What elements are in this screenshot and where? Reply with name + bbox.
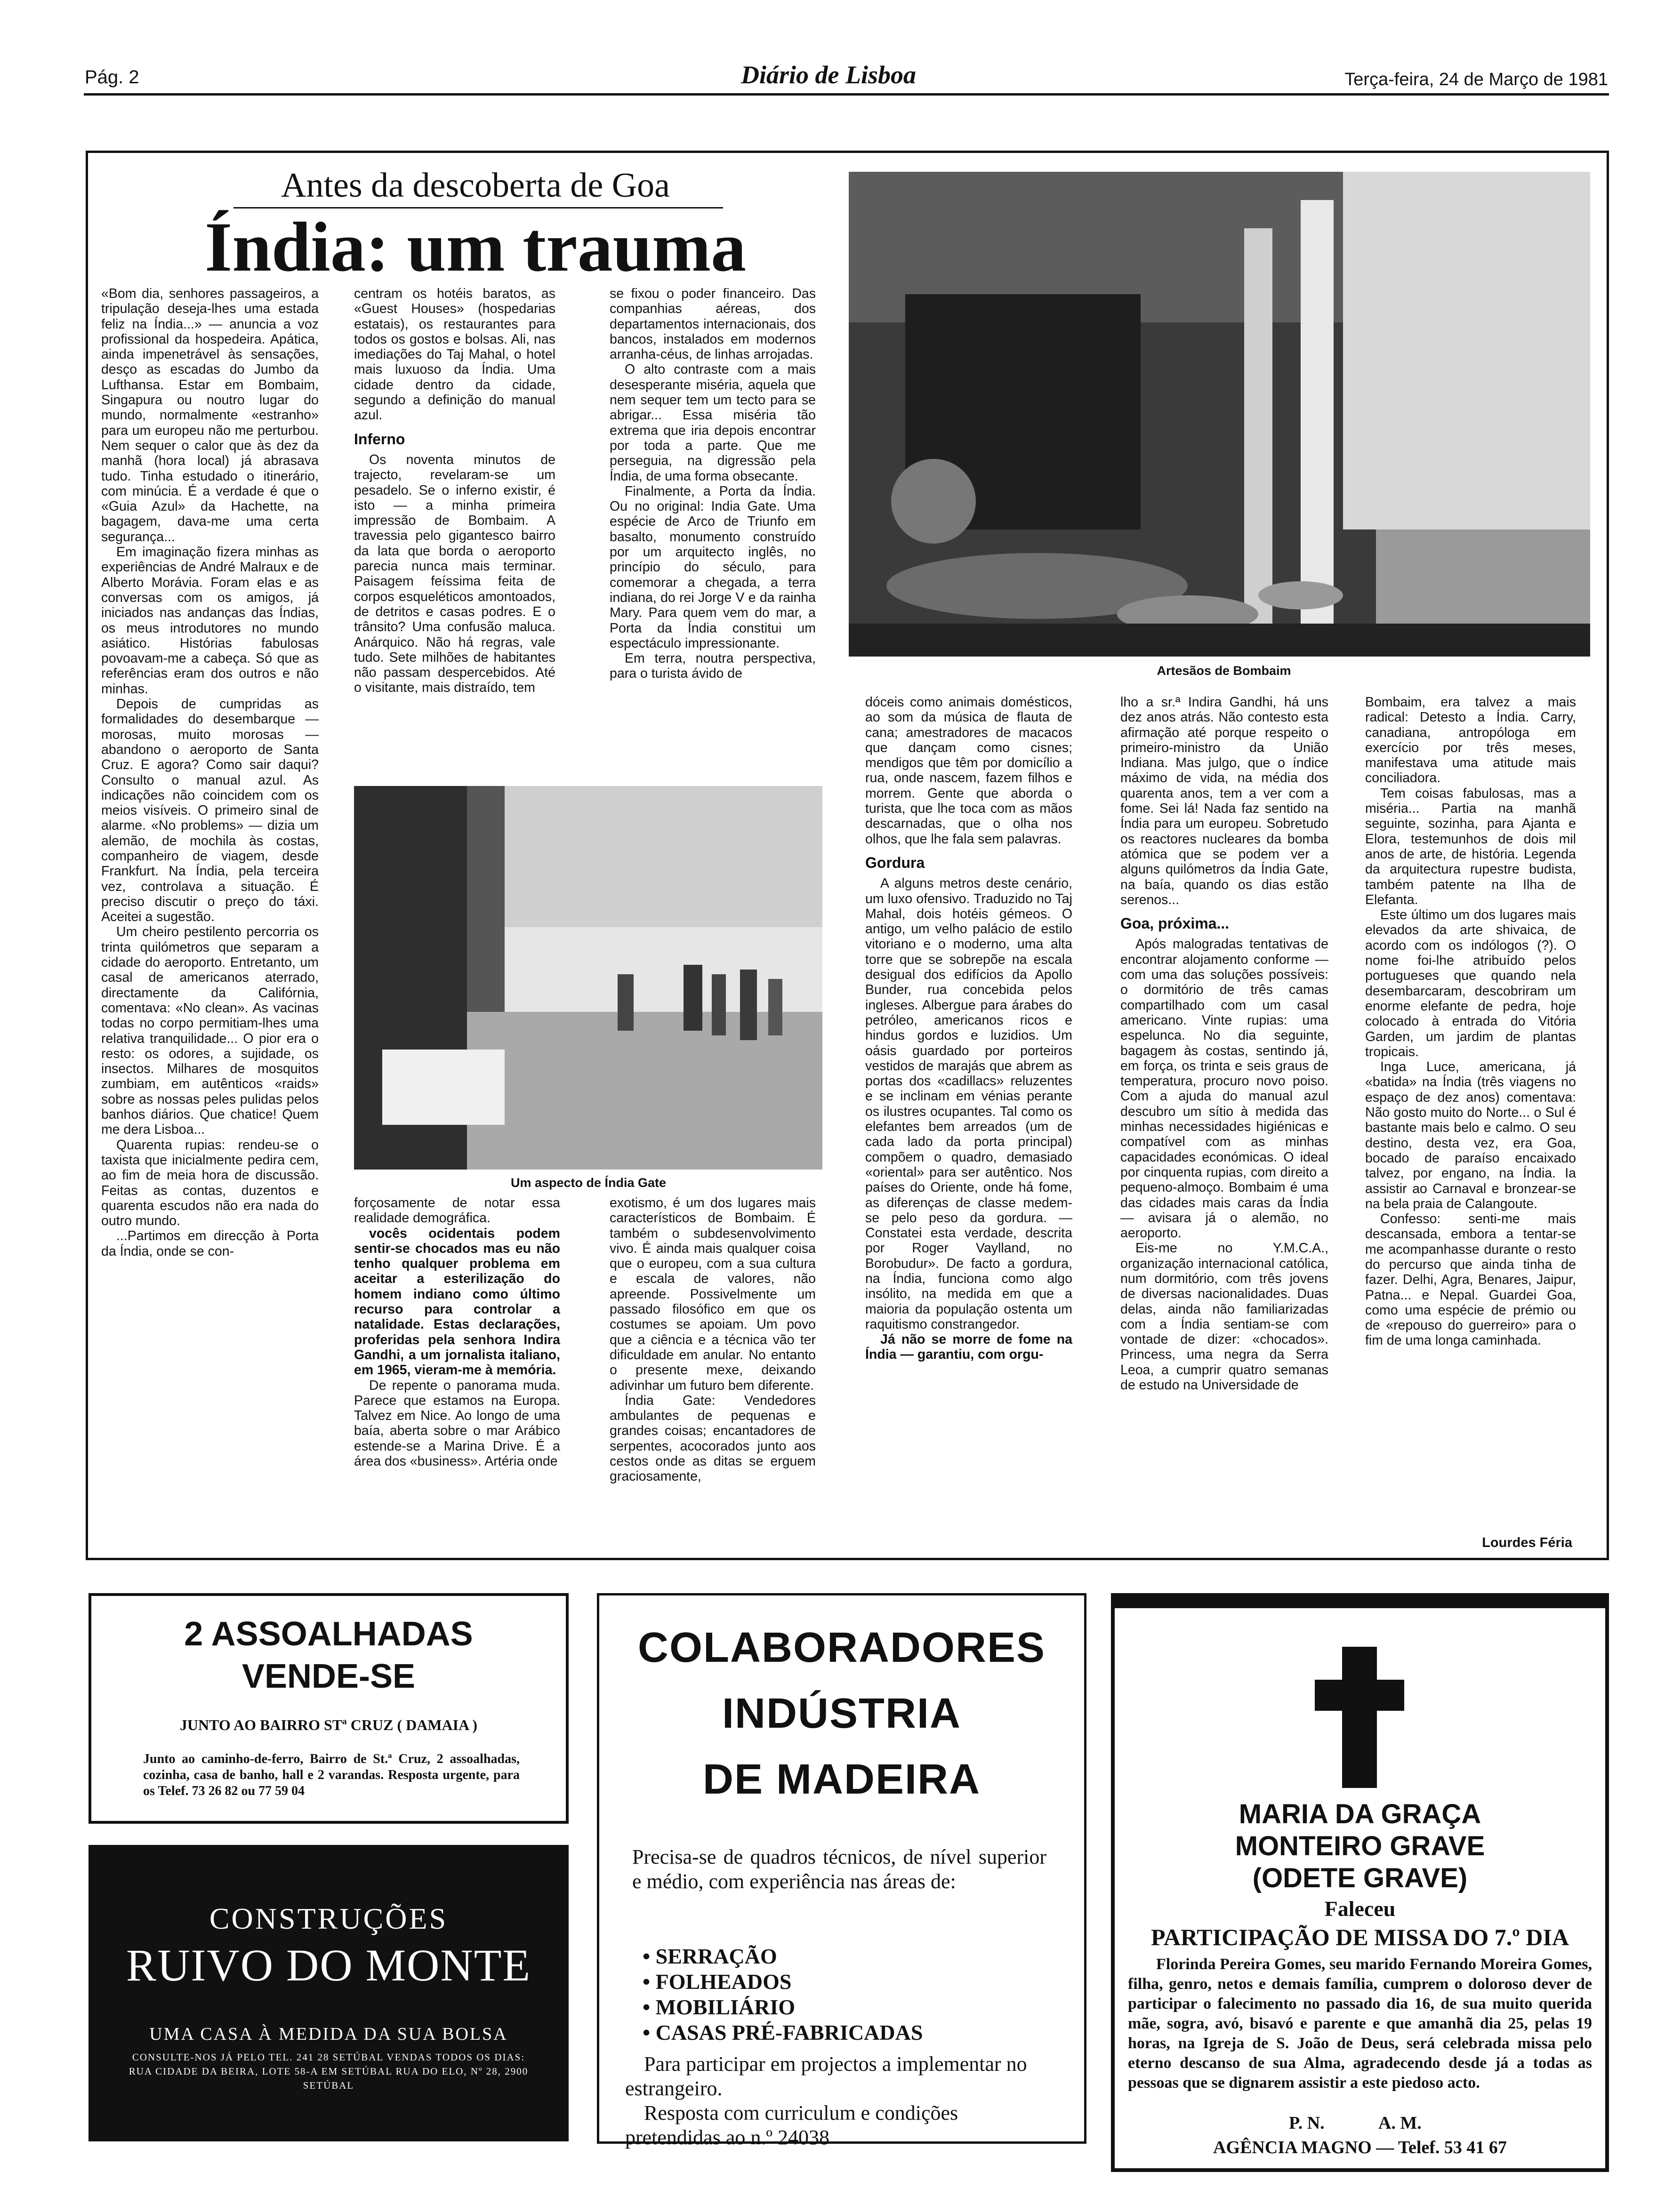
ad-construcoes [88,1845,569,2141]
obituary-nickname: (ODETE GRAVE) [1252,1863,1468,1893]
ad-construcoes-title: CONSTRUÇÕES [209,1902,448,1935]
obituary-surname: MONTEIRO GRAVE [1235,1831,1485,1861]
article-paragraph: «Bom dia, senhores passageiros, a tripulação deseja-lhes uma estada feliz na Índia...» — anuncia a voz profissional da hospedeira. Apática, ainda impenetrável às sensações, desço as escadas do Jumbo da Lufthansa. Estar em Bombaim, Singapura ou noutro lugar do mundo, normalmente «estranho» para um europeu não me perturbou. Nem sequer o calor que às dez da manhã (hora local) já abrasava tudo. Tinha estudado o itinerário, com minúcia. É a verdade é que o «Guia Azul» da Hachette, na bagagem, dava-me uma certa segurança... [101,286,319,545]
cross-icon [1315,1647,1404,1788]
ad-colaboradores-intro: Precisa-se de quadros técnicos, de nível superior e médio, com experiência nas áreas de: [632,1845,1046,1893]
ad-colaboradores-item: • FOLHEADOS [643,1970,792,1994]
article-paragraph: Quarenta rupias: rendeu-se o taxista que inicialmente pedira cem, ao fim de meia hora de discussão. Feitas as contas, duzentos e quarenta escudos não era nada do outro mundo. [101,1137,319,1229]
ad-colaboradores-projects: Para participar em projectos a implementar no estrangeiro. [625,2052,1027,2100]
article-paragraph: dóceis como animais domésticos, ao som da música de flauta de cana; amestradores de macacos que dançam como cisnes; mendigos que têm por domicílio a rua, onde nascem, fazem filhos e morrem. Gente que aborda o turista, que lhe toca com as mãos descarnadas, que o olha nos olhos, que lhe fala sem palavras. [865,695,1072,847]
article-paragraph: Índia Gate: Vendedores ambulantes de pequenas e grandes coisas; encantadores de serpentes, acocorados junto aos cestos onde as ditas se erguem graciosamente, [610,1393,816,1484]
article-paragraph: O alto contraste com a mais desesperante miséria, aquela que nem sequer tem um tecto para se abrigar... Essa miséria tão extrema que iria depois encontrar por toda a parte. Que me perseguia, na digressão pela Índia, de uma forma obsecante. [610,362,816,484]
article-paragraph: se fixou o poder financeiro. Das companhias aéreas, dos departamentos internacionais, dos bancos, instalados em modernos arranha-céus, de linhas arrojadas. [610,286,816,362]
ad-assoalhadas-subtitle: VENDE-SE [241,1658,416,1695]
article-paragraph: Já não se morre de fome na Índia — garantiu, com orgu- [865,1332,1072,1362]
ad-assoalhadas [88,1593,569,1824]
ad-colaboradores [597,1593,1086,2149]
article-paragraph: Finalmente, a Porta da Índia. Ou no original: India Gate. Uma espécie de Arco de Triunfo em basalto, monumento construído por um arquitecto inglês, no princípio do século, para comemorar a chegada, a terra indiana, do rei Jorge V e da rainha Mary. Para quem vem do mar, a Porta da Índia constitui um espectáculo impressionante. [610,483,816,651]
article-column-5 [1120,695,1328,1393]
masthead: Diário de Lisboa [741,61,916,89]
article-paragraph: ...Partimos em direcção à Porta da Índia, onde se con- [101,1228,319,1259]
ad-colaboradores-wood: DE MADEIRA [702,1756,981,1803]
article-column-2-bottom [354,1195,560,1469]
obituary-body: Florinda Pereira Gomes, seu marido Fernando Moreira Gomes, filha, genro, netos e demais família, cumprem o doloroso dever de participar o falecimento no passado dia 16, de sua muito querida mãe, sogra, avó, bisavó e parente e que amanhã dia 25, pelas 19 horas, na Igreja de S. João de Deus, será celebrada missa pelo eterno descanso de sua Alma, agradecendo desde já a todas as pessoas que se dignarem assistir a este piedoso acto. [1128,1956,1592,2092]
article-paragraph: Bombaim, era talvez a mais radical: Detesto a Índia. Carry, canadiana, antropóloga em exercício por três meses, manifestava uma atitude mais conciliadora. [1365,695,1576,786]
article-author: Lourdes Féria [1482,1535,1572,1550]
ad-colaboradores-industry: INDÚSTRIA [722,1690,961,1737]
article-paragraph: Em terra, noutra perspectiva, para o turista ávido de [610,651,816,681]
article-column-3-bottom [610,1195,816,1484]
ad-construcoes-slogan: UMA CASA À MEDIDA DA SUA BOLSA [149,2024,508,2044]
article-paragraph: Confesso: senti-me mais descansada, embora a tentar-se me acompanhasse durante o resto do percurso que ainda tinha de fazer. Delhi, Agra, Benares, Jaipur, Patna... e Nepal. Guardei Goa, como uma espécie de prémio ou de «repouso do guerreiro» para o fim de uma longa caminhada. [1365,1211,1576,1348]
article-paragraph: vocês ocidentais podem sentir-se chocados mas eu não tenho qualquer problema em aceitar a esterilização do homem indiano como último recurso para controlar a natalidade. Estas declarações, proferidas pela senhora Indira Gandhi, a um jornalista italiano, em 1965, vieram-me à memória. [354,1226,560,1378]
article-column-1 [101,286,319,1259]
ad-colaboradores-reply: Resposta com curriculum e condições pretendidas ao n.º 24038 [625,2101,958,2149]
ad-colaboradores-title: COLABORADORES [637,1624,1046,1671]
ad-colaboradores-item: • CASAS PRÉ-FABRICADAS [643,2020,923,2044]
article-paragraph: Este último um dos lugares mais elevados da arte shivaica, de acordo com os indólogos (?). O nome foi-lhe atribuído pelos portugueses que quando nela desembarcaram, descobriram um enorme elefante de pedra, hoje colocado à entrada do Vitória Garden, um jardim de plantas tropicais. [1365,907,1576,1059]
article-column-3-top [610,286,816,681]
ad-assoalhadas-location: JUNTO AO BAIRRO STª CRUZ ( DAMAIA ) [179,1716,478,1733]
article-paragraph: Inga Luce, americana, já «batida» na Índia (três viagens no espaço de dez anos) comentava: Não gosto muito do Norte... o Sul é bastante mais belo e calmo. O seu destino, desta vez, era Goa, bocado de paraíso encaixado talvez, por engano, na Índia. Ia assistir ao Carnaval e bronzear-se na bela praia de Calangoute. [1365,1059,1576,1211]
ad-assoalhadas-title: 2 ASSOALHADAS [184,1615,473,1653]
article-paragraph: Um cheiro pestilento percorria os trinta quilómetros que separam a cidade do aeroporto. Entretanto, um casal de americanos aterrado, directamente da Califórnia, comentava: «No clean». As vacinas todas no corpo permitiam-lhes uma relativa tranquilidade... O pior era o resto: os odores, a sujidade, os insectos. Milhares de mosquitos zumbiam, em autênticos «raids» sobre as nossas peles pulidas pelos banhos diários. Que chatice! Quem me dera Lisboa... [101,924,319,1138]
article-paragraph: A alguns metros deste cenário, um luxo ofensivo. Traduzido no Taj Mahal, dois hotéis gémeos. O antigo, um velho palácio de estilo vitoriano e o moderno, uma alta torre que se sobrepõe na escala desigual dos edifícios da Apollo Bunder, rua concebida pelos ingleses. Albergue para árabes do petróleo, americanos ricos e hindus gordos e luzidios. Um oásis guardado por porteiros vestidos de marajás que abrem as portas dos «cadillacs» reluzentes e se inclinam em vénias perante os ilustres ocupantes. Tal como os elefantes bem arreados (um de cada lado da porta principal) compõem o quadro, demasiado «oriental» para ser autêntico. Nos países do Oriente, onde há fome, as diferenças de classe medem-se pelo peso da gordura. — Constatei esta verdade, descrita por Roger Vaylland, no Borobudur». De facto a gordura, na Índia, funciona como algo insólito, na medida em que a maioria da população ostenta um raquitismo constrangedor. [865,876,1072,1332]
section-heading-goa: Goa, próxima... [1120,915,1230,932]
india-gate-photo [354,786,822,1170]
article-column-6 [1365,695,1576,1348]
article-kicker: Antes da descoberta de Goa [281,166,670,205]
article-paragraph: Depois de cumpridas as formalidades do desembarque — morosas, muito morosas — abandono o aeroporto de Santa Cruz. E agora? Como sair daqui? Consulto o manual azul. As indicações não coincidem com os meios visíveis. O primeiro sinal de alarme. «No problems» — dizia um alemão, de mochila às costas, companheiro de viagem, desde Frankfurt. Na Índia, pela terceira vez, controlava a situação. É preciso discutir o preço do táxi. Aceitei a sugestão. [101,697,319,925]
ad-colaboradores-item: • MOBILIÁRIO [643,1995,796,2019]
obituary-am: A. M. [1378,2113,1422,2133]
obituary-title: PARTICIPAÇÃO DE MISSA DO 7.º DIA [1151,1924,1569,1950]
section-heading-inferno: Inferno [354,430,405,448]
article-paragraph: centram os hotéis baratos, as «Guest Houses» (hospedarias estatais), os restaurantes para todos os gostos e bolsas. Ali, nas imediações do Taj Mahal, o hotel mais luxuoso da Índia. Uma cidade dentro da cidade, segundo a definição do manual azul. [354,286,555,423]
artisans-photo [849,172,1590,657]
article-headline: Índia: um trauma [204,208,747,286]
obituary-faleceu: Faleceu [1324,1897,1396,1921]
article-paragraph: exotismo, é um dos lugares mais característicos de Bombaim. É também o subdesenvolvimento vivo. É ainda mais qualquer coisa que o europeu, com a sua cultura e escala de valores, não apreende. Possivelmente um passado filosófico em que os costumes se apoiam. Um povo que a ciência e a técnica vão ter dificuldade em anular. No entanto o presente mexe, deixando adivinhar um futuro bem diferente. [610,1195,816,1393]
artisans-photo-caption: Artesãos de Bombaim [1157,664,1291,678]
ad-colaboradores-list [643,1944,1047,2045]
ad-assoalhadas-body: Junto ao caminho-de-ferro, Bairro de St.ª Cruz, 2 assoalhadas, cozinha, casa de banho, hall e 2 varandas. Resposta urgente, para os Telef. 73 26 82 ou 77 59 04 [143,1752,520,1798]
ad-construcoes-contacts: CONSULTE-NOS JÁ PELO TEL. 241 28 SETÚBAL VENDAS TODOS OS DIAS: RUA CIDADE DA BEIRA, LOTE 58-A EM SETÚBAL RUA DO ELO, Nº 28, 2900 SETÚBAL [129,2052,529,2091]
header-rule [84,93,1609,96]
article-paragraph: Eis-me no Y.M.C.A., organização internacional católica, num dormitório, com três jovens de diversas nacionalidades. Duas delas, ainda não familiarizadas com a Índia sentiam-se com vontade de dizer: «chocados». Princess, uma negra da Serra Leoa, a cumprir quatro semanas de estudo na Universidade de [1120,1241,1328,1393]
obituary-pn: P. N. [1289,2113,1325,2133]
ad-construcoes-name: RUIVO DO MONTE [126,1940,531,1990]
article-paragraph: De repente o panorama muda. Parece que estamos na Europa. Talvez em Nice. Ao longo de uma baía, aberta sobre o mar Arábico estende-se a Marina Drive. É a área dos «business». Artéria onde [354,1378,560,1469]
obituary-agency: AGÊNCIA MAGNO — Telef. 53 41 67 [1213,2138,1507,2157]
page-date: Terça-feira, 24 de Março de 1981 [1344,70,1608,89]
article-column-4 [865,695,1072,1362]
article-paragraph: lho a sr.ª Indira Gandhi, há uns dez anos atrás. Não contesto esta afirmação até porque respeito o primeiro-ministro da União Indiana. Mas julgo, que o índice máximo de vida, na média dos quarenta anos, tem a ver com a fome. Sei lá! Nada faz sentido na Índia para um europeu. Sobretudo os reactores nucleares da bomba atómica que se podem ver a alguns quilómetros da Índia Gate, na baía, quando os dias estão serenos... [1120,695,1328,907]
page-number: Pág. 2 [85,67,139,88]
article-paragraph: Tem coisas fabulosas, mas a miséria... Partia na manhã seguinte, sozinha, para Ajanta e Elora, testemunhos de dois mil anos de arte, de história. Legenda da arquitectura rupestre budista, também patente na Ilha de Elefanta. [1365,785,1576,907]
ad-colaboradores-item: • SERRAÇÃO [643,1944,777,1968]
obituary-name: MARIA DA GRAÇA [1239,1799,1481,1829]
article-paragraph: Após malogradas tentativas de encontrar alojamento conforme — com uma das soluções possíveis: o dormitório de três camas compartilhado com um casal americano. Vinte rupias: uma espelunca. No dia seguinte, bagagem às costas, sentindo já, em força, os trinta e seis graus de temperatura, procuro novo poiso. Com a ajuda do manual azul descubro um sítio à medida das minhas necessidades higiénicas e compatível com as minhas capacidades económicas. O ideal por cinquenta rupias, com direito a pequeno-almoço. Bombaim é uma das cidades mais caras da Índia — avisara já o alemão, no aeroporto. [1120,937,1328,1241]
artisans-photo-image [849,172,1590,657]
article-paragraph: Em imaginação fizera minhas as experiências de André Malraux e de Alberto Morávia. Foram elas e as conversas com os amigos, já iniciados nas andanças das Índias, os meus introdutores no mundo asiático. Histórias fabulosas povoavam-me a cabeça. Só que as referências eram dos outros e não minhas. [101,545,319,697]
obituary-notice [1111,1593,1609,2172]
article-paragraph: forçosamente de notar essa realidade demográfica. [354,1195,560,1226]
article-paragraph: Os noventa minutos de trajecto, revelaram-se um pesadelo. Se o inferno existir, é isto — a minha primeira impressão de Bombaim. A travessia pelo gigantesco bairro da lata que borda o aeroporto parecia nunca mais terminar. Paisagem feíssima feita de corpos esqueléticos amontoados, de detritos e casas podres. E o trânsito? Uma confusão maluca. Anárquico. Não há regras, vale tudo. Sete milhões de habitantes não passam despercebidos. Até o visitante, mais distraído, tem [354,452,555,696]
article-column-2-top [354,286,555,696]
section-heading-gordura: Gordura [865,854,925,871]
india-gate-photo-image [354,786,822,1170]
india-gate-photo-caption: Um aspecto de Índia Gate [510,1176,667,1190]
